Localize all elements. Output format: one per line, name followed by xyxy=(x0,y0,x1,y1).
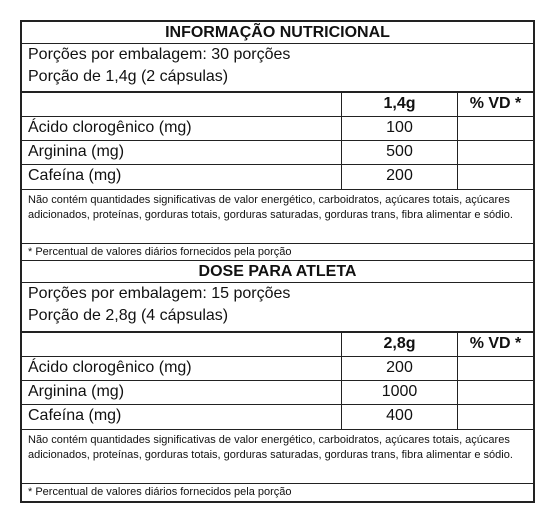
nutrient-name: Arginina (mg) xyxy=(28,143,125,160)
nutrient-amount: 200 xyxy=(341,165,457,189)
nutrient-amount: 100 xyxy=(341,117,457,140)
nutrient-name: Ácido clorogênico (mg) xyxy=(28,119,192,136)
nutrient-name: Arginina (mg) xyxy=(28,383,125,400)
header-dv: % VD * xyxy=(457,93,533,116)
section-title: DOSE PARA ATLETA xyxy=(22,261,533,283)
nutrient-amount: 1000 xyxy=(341,381,457,404)
table-row xyxy=(22,117,533,141)
nutrient-name: Cafeína (mg) xyxy=(28,167,122,184)
portion-size: Porção de 1,4g (2 cápsulas) xyxy=(22,66,533,93)
header-amount: 1,4g xyxy=(341,93,457,116)
nutrition-table xyxy=(20,20,535,503)
header-dv: % VD * xyxy=(457,333,533,356)
nutrient-amount: 200 xyxy=(341,357,457,380)
table-row xyxy=(22,165,533,190)
table-row xyxy=(22,141,533,165)
section-title: INFORMAÇÃO NUTRICIONAL xyxy=(22,22,533,44)
nutrient-name: Cafeína (mg) xyxy=(28,407,122,424)
nutrient-dv xyxy=(457,165,533,189)
nutrient-name: Ácido clorogênico (mg) xyxy=(28,359,192,376)
nutrient-amount: 500 xyxy=(341,141,457,164)
portion-size: Porção de 2,8g (4 cápsulas) xyxy=(22,305,533,333)
header-amount: 2,8g xyxy=(341,333,457,356)
nutrient-dv xyxy=(457,405,533,429)
table-row xyxy=(22,381,533,405)
nutrient-dv xyxy=(457,357,533,380)
table-row xyxy=(22,405,533,430)
table-row xyxy=(22,357,533,381)
nutrient-amount: 400 xyxy=(341,405,457,429)
servings-per-package: Porções por embalagem: 30 porções xyxy=(28,46,291,63)
nutrient-dv xyxy=(457,141,533,164)
servings-per-package: Porções por embalagem: 15 porções xyxy=(28,285,291,302)
table-header-row xyxy=(22,93,533,117)
table-header-row xyxy=(22,333,533,357)
header-name xyxy=(22,93,341,116)
nutrient-dv xyxy=(457,381,533,404)
disclaimer-note: Não contém quantidades significativas de valor energético, carboidratos, açúcares totais, açúcares adicionados, proteínas, gorduras totais, gorduras saturadas, gorduras trans, fibra alimentar e sódio. xyxy=(22,430,533,484)
header-name xyxy=(22,333,341,356)
disclaimer-note: Não contém quantidades significativas de valor energético, carboidratos, açúcares totais, açúcares adicionados, proteínas, gorduras totais, gorduras saturadas, gorduras trans, fibra alimentar e sódio. xyxy=(22,190,533,244)
footnote: * Percentual de valores diários fornecidos pela porção xyxy=(22,244,533,261)
footnote: * Percentual de valores diários fornecidos pela porção xyxy=(28,486,292,498)
nutrient-dv xyxy=(457,117,533,140)
